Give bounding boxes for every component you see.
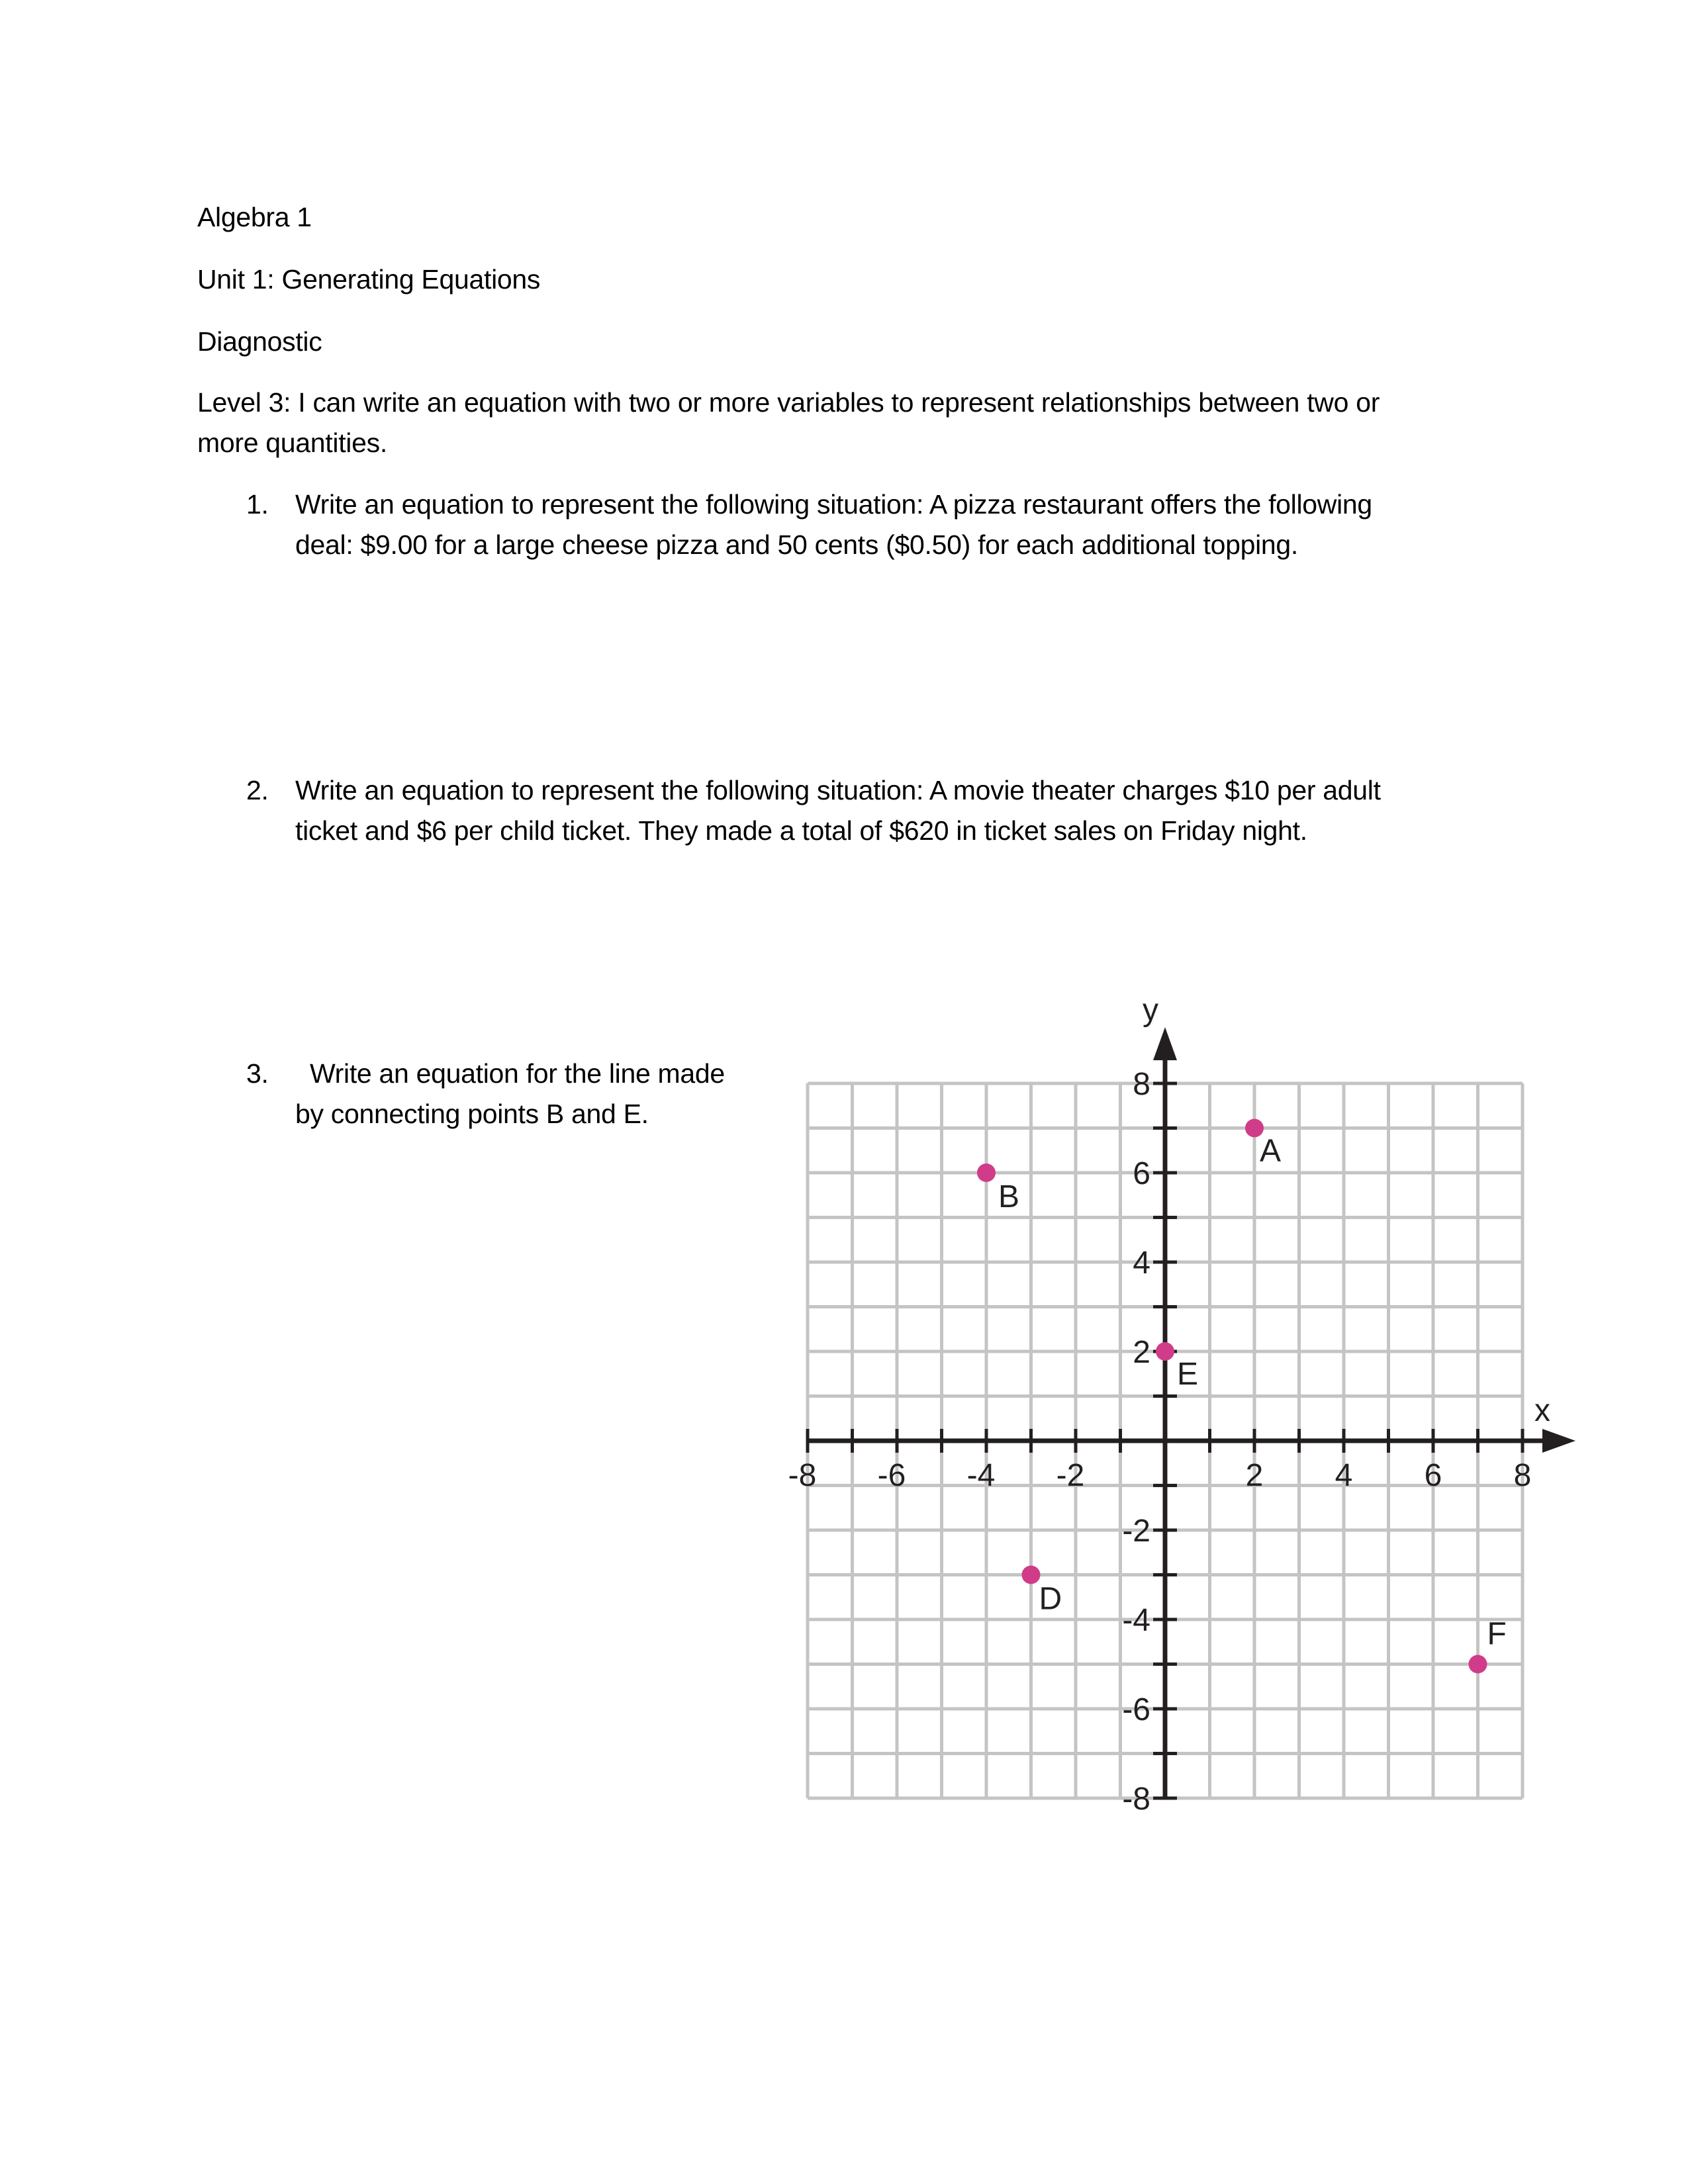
- x-tick-label: 6: [1424, 1458, 1442, 1493]
- x-tick-label: -8: [788, 1458, 817, 1493]
- y-tick-label: 6: [1133, 1156, 1150, 1191]
- point-d-label: D: [1039, 1581, 1062, 1617]
- point-e-label: E: [1177, 1357, 1199, 1392]
- y-tick-label: 8: [1133, 1067, 1150, 1102]
- question-number: 3.: [246, 1058, 269, 1089]
- assessment-type: Diagnostic: [197, 326, 322, 357]
- question-text-line: Write an equation to represent the following situation: A pizza restaurant offers the following: [295, 489, 1372, 520]
- x-tick-label: -6: [877, 1458, 906, 1493]
- x-tick-label: 8: [1513, 1458, 1532, 1493]
- question-text: [295, 770, 1381, 851]
- coordinate-plane-svg: [761, 993, 1589, 1853]
- question-text-line: Write an equation to represent the following situation: A movie theater charges $10 per adult: [295, 775, 1381, 805]
- unit-title: Unit 1: Generating Equations: [197, 264, 541, 295]
- question-text-line: by connecting points B and E.: [295, 1099, 649, 1129]
- question-text-line: Write an equation for the line made: [310, 1058, 725, 1089]
- y-tick-label: 2: [1133, 1335, 1150, 1370]
- y-tick-label: -8: [1122, 1782, 1150, 1817]
- y-tick-label: -4: [1122, 1603, 1150, 1638]
- y-axis-label: y: [1143, 993, 1158, 1028]
- question-text: [295, 484, 1372, 565]
- point-f-marker: [1469, 1655, 1487, 1674]
- learning-target: [197, 383, 1455, 463]
- y-tick-label: -2: [1122, 1514, 1150, 1549]
- point-b-label: B: [998, 1179, 1020, 1214]
- question-3: [246, 1054, 776, 1140]
- y-tick-label: 4: [1133, 1246, 1150, 1281]
- x-axis-arrow-icon: [1542, 1429, 1575, 1453]
- y-tick-label: -6: [1122, 1692, 1150, 1727]
- learning-target-line1: Level 3: I can write an equation with two or more variables to represent relationships between two or: [197, 387, 1380, 418]
- learning-target-line2: more quantities.: [197, 428, 387, 458]
- point-b-marker: [977, 1163, 996, 1182]
- course-title: Algebra 1: [197, 202, 312, 232]
- question-2: [246, 770, 1504, 856]
- question-text: [310, 1054, 725, 1094]
- question-number: 2.: [246, 775, 269, 805]
- point-e-marker: [1156, 1342, 1174, 1361]
- point-f-label: F: [1487, 1616, 1507, 1652]
- x-tick-label: -4: [966, 1458, 996, 1493]
- x-tick-label: 2: [1245, 1458, 1264, 1493]
- y-axis-arrow-icon: [1153, 1027, 1177, 1060]
- question-number: 1.: [246, 489, 269, 520]
- point-d-marker: [1022, 1566, 1041, 1584]
- x-tick-label: -2: [1056, 1458, 1085, 1493]
- coordinate-plane: [761, 993, 1589, 1853]
- x-tick-label: 4: [1335, 1458, 1353, 1493]
- point-a-label: A: [1260, 1133, 1282, 1169]
- question-1: [246, 484, 1504, 570]
- question-text-line: ticket and $6 per child ticket. They made a total of $620 in ticket sales on Friday night.: [295, 815, 1307, 846]
- question-text-line: deal: $9.00 for a large cheese pizza and 50 cents ($0.50) for each additional topping.: [295, 529, 1299, 560]
- x-axis-label: x: [1534, 1393, 1550, 1428]
